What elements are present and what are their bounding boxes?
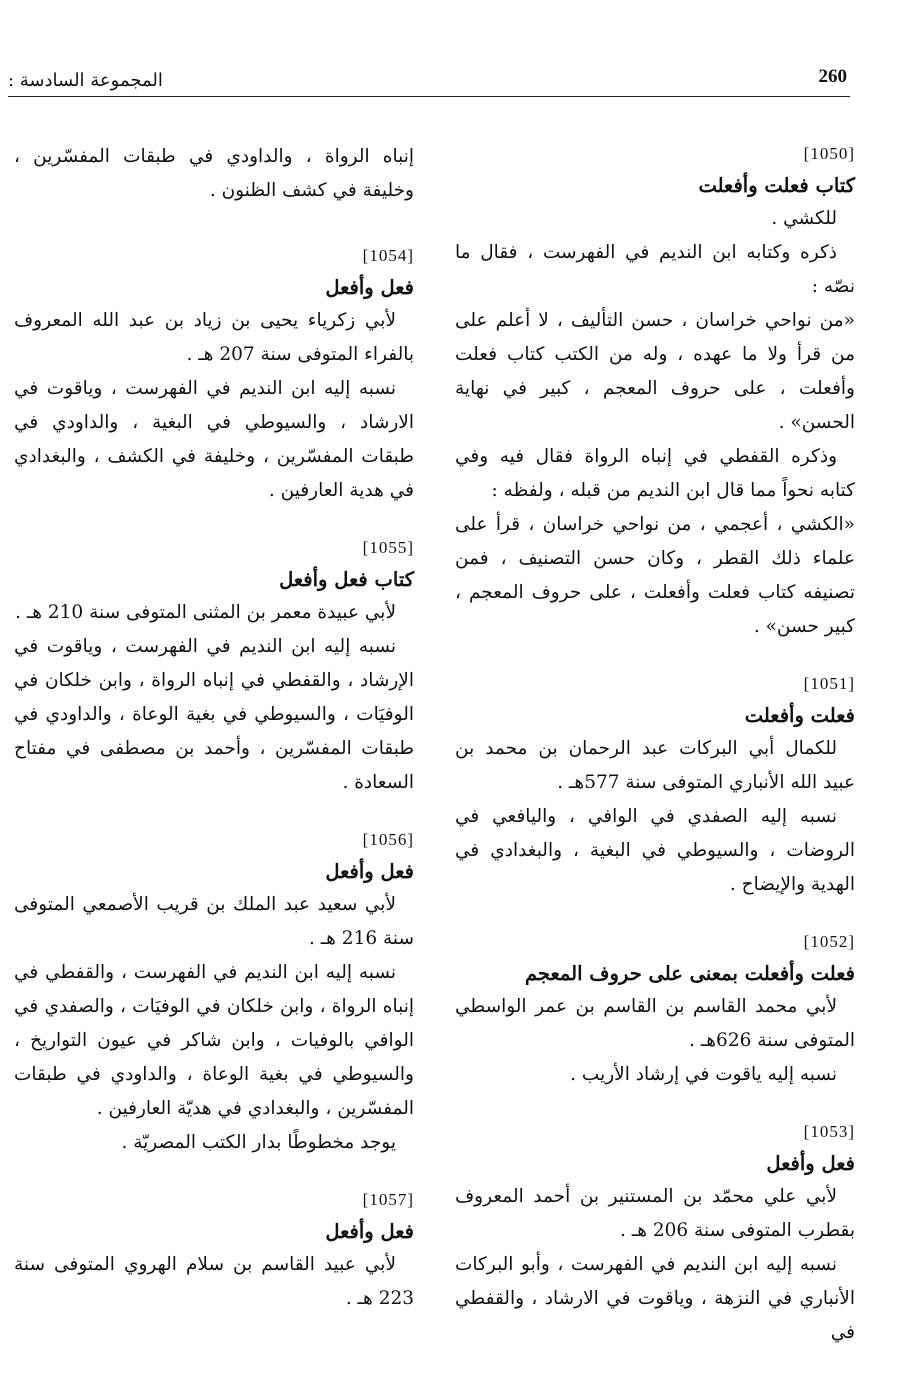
entry-paragraph: نسبه إليه ياقوت في إرشاد الأريب . xyxy=(570,1064,837,1085)
entry-paragraph: وذكره القفطي في إنباه الرواة فقال فيه وفي كتابه نحواً مما قال ابن النديم من قبله ، ولفظه : xyxy=(455,446,855,501)
entry-1053 xyxy=(455,1118,855,1350)
entry-paragraph: نسبه إليه ابن النديم في الفهرست ، وأبو البركات الأنباري في النزهة ، وياقوت في الارشاد ، والقفطي في xyxy=(455,1254,855,1343)
entry-paragraph: لأبي زكرياء يحيى بن زياد بن عبد الله المعروف بالفراء المتوفى سنة 207 هـ . xyxy=(14,310,414,365)
entry-paragraph: نسبه إليه ابن النديم في الفهرست ، وياقوت في الإرشاد ، والقفطي في إنباه الرواة ، وابن خلكان في الوفيَات ، والسيوطي في بغية الوعاة ، والداودي في طبقات المفسّرين ، وأحمد بن مصطفى في مفتاح السعادة . xyxy=(14,636,414,793)
entry-quote: «من نواحي خراسان ، حسن التأليف ، لا أعلم على من قرأ ولا ما عهده ، وله من الكتب كتاب فعلت وأفعلت ، على حروف المعجم ، كبير في نهاية الحسن» . xyxy=(455,310,855,433)
entry-number: [1057] xyxy=(362,1190,414,1209)
entry-number: [1053] xyxy=(803,1122,855,1141)
entry-number: [1050] xyxy=(803,144,855,163)
entry-number: [1054] xyxy=(362,246,414,265)
entry-title: فعلت وأفعلت xyxy=(744,704,855,727)
entry-paragraph: لأبي سعيد عبد الملك بن قريب الأصمعي المتوفى سنة 216 هـ . xyxy=(14,894,414,949)
entry-paragraph: نسبه إليه ابن النديم في الفهرست ، وياقوت في الارشاد ، والسيوطي في البغية ، والداودي في طبقات المفسّرين ، وخليفة في الكشف ، والبغدادي في هدية العارفين . xyxy=(14,378,414,501)
entry-1052 xyxy=(455,928,855,1092)
entry-number: [1051] xyxy=(803,674,855,693)
entry-paragraph: لأبي عبيدة معمر بن المثنى المتوفى سنة 210 هـ . xyxy=(15,602,396,623)
page-number: 260 xyxy=(818,66,847,87)
entry-title: فعل وأفعل xyxy=(766,1152,855,1175)
entry-1050 xyxy=(455,140,855,644)
entry-1057 xyxy=(14,1186,414,1316)
entry-1055 xyxy=(14,534,414,800)
right-column xyxy=(455,140,855,1376)
entry-title: فعلت وأفعلت بمعنى على حروف المعجم xyxy=(524,962,855,985)
entry-paragraph: لأبي محمد القاسم بن القاسم بن عمر الواسطي المتوفى سنة 626هـ . xyxy=(455,996,855,1051)
entry-title: فعل وأفعل xyxy=(325,1220,414,1243)
entry-number: [1052] xyxy=(803,932,855,951)
page-header xyxy=(0,60,915,100)
entry-paragraph: للكمال أبي البركات عبد الرحمان بن محمد بن عبيد الله الأنباري المتوفى سنة 577هـ . xyxy=(455,738,855,793)
entry-1051 xyxy=(455,670,855,902)
continued-text: إنباه الرواة ، والداودي في طبقات المفسّرين ، وخليفة في كشف الظنون . xyxy=(14,146,414,201)
entry-paragraph: لأبي عبيد القاسم بن سلام الهروي المتوفى سنة 223 هـ . xyxy=(14,1254,414,1309)
entry-quote: «الكشي ، أعجمي ، من نواحي خراسان ، قرأ على علماء ذلك القطر ، وكان حسن التصنيف ، فمن تصنيفه كتاب فعلت وأفعلت ، على حروف المعجم ، كبير حسن» . xyxy=(455,514,855,637)
entry-paragraph: لأبي علي محمّد بن المستنير بن أحمد المعروف بقطرب المتوفى سنة 206 هـ . xyxy=(455,1186,855,1241)
entry-number: [1055] xyxy=(362,538,414,557)
entry-paragraph: نسبه إليه الصفدي في الوافي ، واليافعي في الروضات ، والسيوطي في البغية ، والبغدادي في الهدية والإيضاح . xyxy=(455,806,855,895)
entry-paragraph: ذكره وكتابه ابن النديم في الفهرست ، فقال ما نصّه : xyxy=(455,242,855,297)
entry-number: [1056] xyxy=(362,830,414,849)
entry-paragraph: يوجد مخطوطًا بدار الكتب المصريّة . xyxy=(121,1132,396,1153)
entry-title: فعل وأفعل xyxy=(325,860,414,883)
running-title: المجموعة السادسة : xyxy=(8,70,163,91)
entry-1054 xyxy=(14,242,414,508)
entry-title: كتاب فعلت وأفعلت xyxy=(698,174,855,197)
left-column xyxy=(14,140,414,1342)
entry-paragraph: نسبه إليه ابن النديم في الفهرست ، والقفطي في إنباه الرواة ، وابن خلكان في الوفيَات ، والصفدي في الوافي بالوفيات ، وابن شاكر في عيون التواريخ ، والسيوطي في بغية الوعاة ، والداودي في طبقات المفسّرين ، والبغدادي في هديّة العارفين . xyxy=(14,962,414,1119)
entry-1056 xyxy=(14,826,414,1160)
header-rule xyxy=(8,96,850,97)
entry-title: فعل وأفعل xyxy=(325,276,414,299)
entry-paragraph: للكشي . xyxy=(771,208,837,229)
entry-title: كتاب فعل وأفعل xyxy=(279,568,414,591)
